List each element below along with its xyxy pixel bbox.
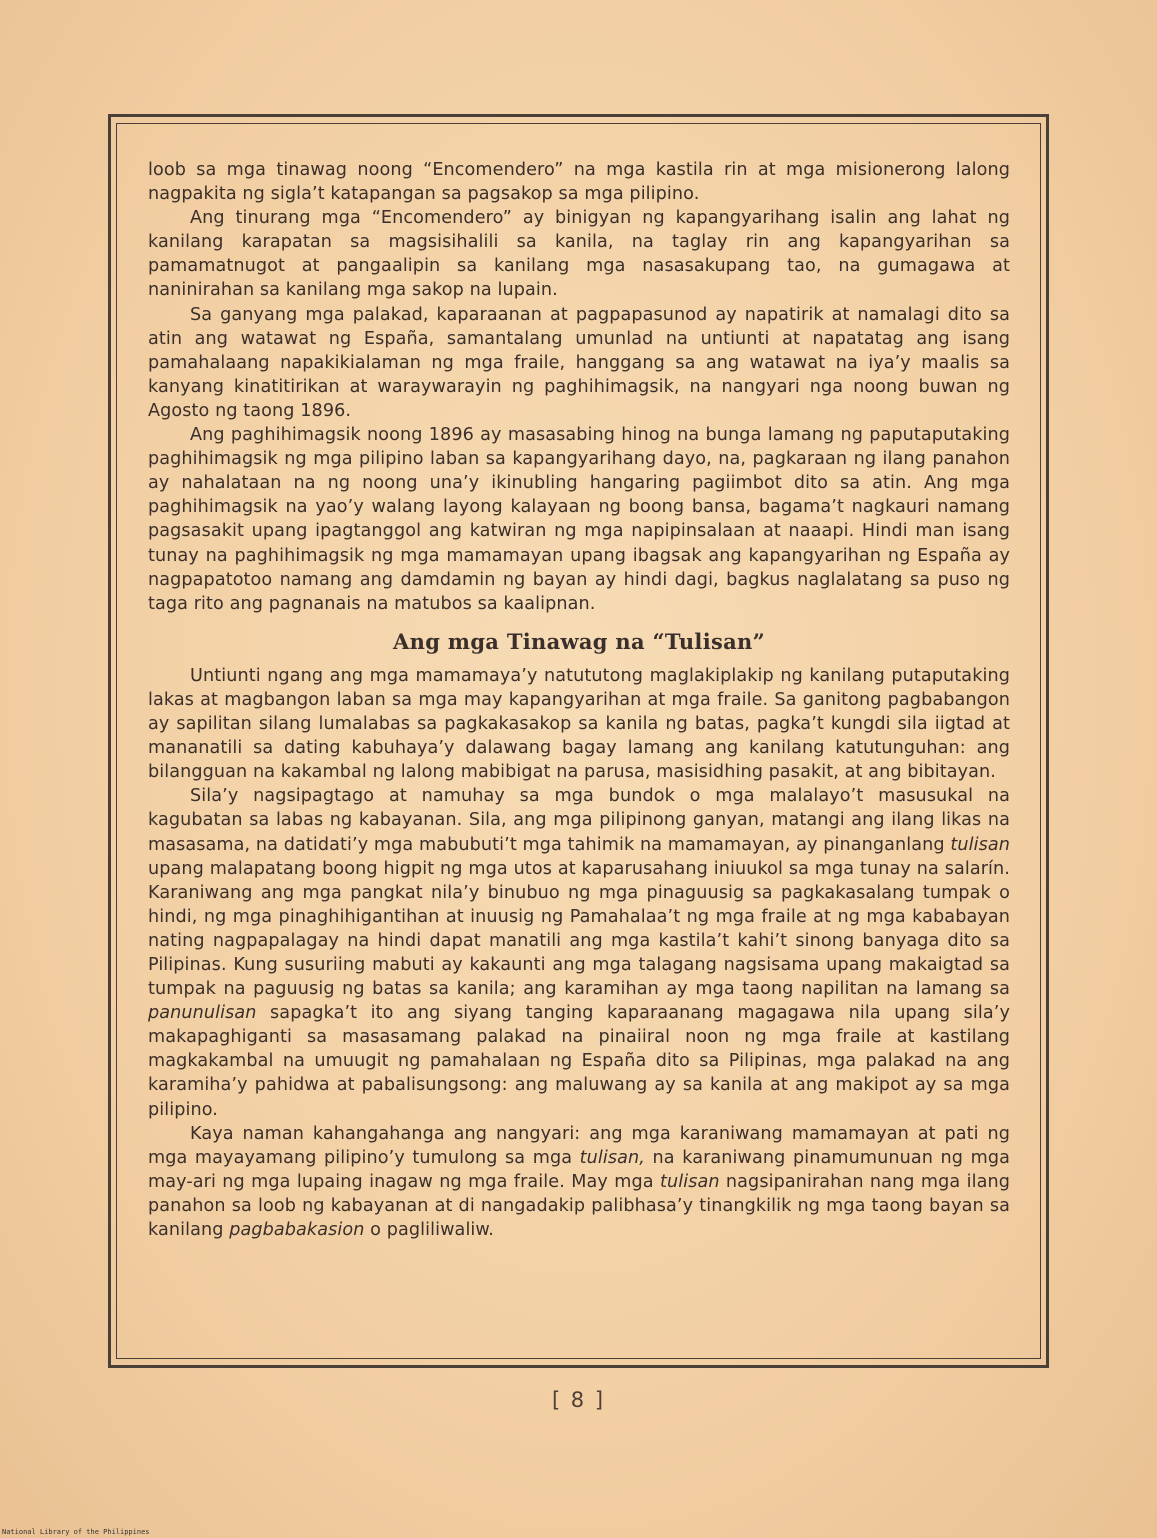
- page-number: [ 8 ]: [551, 1388, 606, 1412]
- paragraph-2: Ang tinurang mga “Encomendero” ay binigyan ng kapangyarihang isalin ang lahat ng kanilang karapatan sa magsisihalili sa kanila, na taglay rin ang kapangyarihan sa pamamatnugot at pangaalipin sa kanilang mga nasasakupang tao, na gumagawa at naninirahan sa kanilang mga sakop na lupain.: [148, 208, 1010, 301]
- library-credit: National Library of the Philippines: [2, 1528, 150, 1536]
- page-body: [148, 158, 1010, 1242]
- paragraph-1: loob sa mga tinawag noong “Encomendero” na mga kastila rin at mga misionerong lalong nagpakita ng sigla’t katapangan sa pagsakop sa mga pilipino.: [148, 160, 1010, 205]
- section-heading: Ang mga Tinawag na “Tulisan”: [393, 628, 765, 654]
- paragraph-4: Ang paghihimagsik noong 1896 ay masasabing hinog na bunga lamang ng paputaputaking paghihimagsik ng mga pilipino laban sa kapangyarihang dayo, na, pagkaraan ng ilang panahon ay nahalataan na ng noong una’y ikinubling hangaring pagiimbot dito sa atin. Ang mga paghihimagsik na yao’y walang layong kalayaan ng boong bansa, bagama’t nagkauri namang pagsasakit upang ipagtanggol ang katwiran ng mga napipinsalaan at naaapi. Hindi man isang tunay na paghihimagsik ng mga mamamayan upang ibagsak ang kapangyarihan ng España ay nagpapatotoo namang ang damdamin ng bayan ay hindi dagi, bagkus naglalatang sa puso ng taga rito ang pagnanais na matubos sa kaalipnan.: [148, 425, 1010, 614]
- paragraph-3: Sa ganyang mga palakad, kaparaanan at pagpapasunod ay napatirik at namalagi dito sa atin ang watawat ng España, samantalang umunlad na untiunti at napatatag ang isang pamahalaang napakikialaman ng mga fraile, hanggang sa ang watawat na iya’y maalis sa kanyang kinatitirikan at waraywarayin ng paghihimagsik, na nangyari nga noong buwan ng Agosto ng taong 1896.: [148, 304, 1010, 421]
- paragraph-5: Untiunti ngang ang mga mamamaya’y natututong maglakiplakip ng kanilang putaputaking lakas at magbangon laban sa mga may kapangyarihan at mga fraile. Sa ganitong pagbabangon ay sapilitan silang lumalabas sa pagkakasakop sa kanila ng batas, pagka’t kungdi sila iigtad at mananatili sa dating kabuhaya’y dalawang bagay lamang ang kanilang katutunguhan: ang bilangguan na kakambal ng lalong mabibigat na parusa, masisidhing pasakit, at ang bibitayan.: [148, 665, 1010, 783]
- paragraph-7: Kaya naman kahangahanga ang nangyari: ang mga karaniwang mamamayan at pati ng mga mayayamang pilipino’y tumulong sa mga tulisan, na karaniwang pinamumunuan ng mga may-ari ng mga lupaing inagaw ng mga fraile. May mga tulisan nagsipanirahan nang mga ilang panahon sa loob ng kabayanan at di nangadakip palibhasa’y tinangkilik ng mga taong bayan sa kanilang pagbabakasion o pagliliwaliw.: [148, 1123, 1010, 1241]
- paragraph-6: Sila’y nagsipagtago at namuhay sa mga bundok o mga malalayo’t masusukal na kagubatan sa labas ng kabayanan. Sila, ang mga pilipinong ganyan, matangi ang ilang likas na masasama, na datidati’y mga mabubuti’t mga tahimik na mamamayan, ay pinanganlang tulisan upang malapatang boong higpit ng mga utos at kaparusahang iniuukol sa mga tunay na salarín. Karaniwang ang mga pangkat nila’y binubuo ng mga pinaguusig sa pagkakasalang tumpak o hindi, ng mga pinaghihigantihan at inuusig ng Pamahalaa’t ng mga fraile at ng mga kababayan nating nagpapalagay na hindi dapat manatili ang mga kastila’t kahi’t sinong banyaga dito sa Pilipinas. Kung susuriing mabuti ay kakaunti ang mga talagang nagsisama upang makaigtad sa tumpak na paguusig ng batas sa kanila; ang karamihan ay mga taong napilitan na lamang sa panunulisan sapagka’t ito ang siyang tanging kaparaanang magagawa nila upang sila’y makapaghiganti sa masasamang palakad na pinaiiral noon ng mga fraile at kastilang magkakambal na umuugit ng pamahalaan ng España dito sa Pilipinas, mga palakad na ang karamiha’y pahidwa at pabalisungsong: ang maluwang ay sa kanila at ang makipot ay sa mga pilipino.: [148, 786, 1010, 1120]
